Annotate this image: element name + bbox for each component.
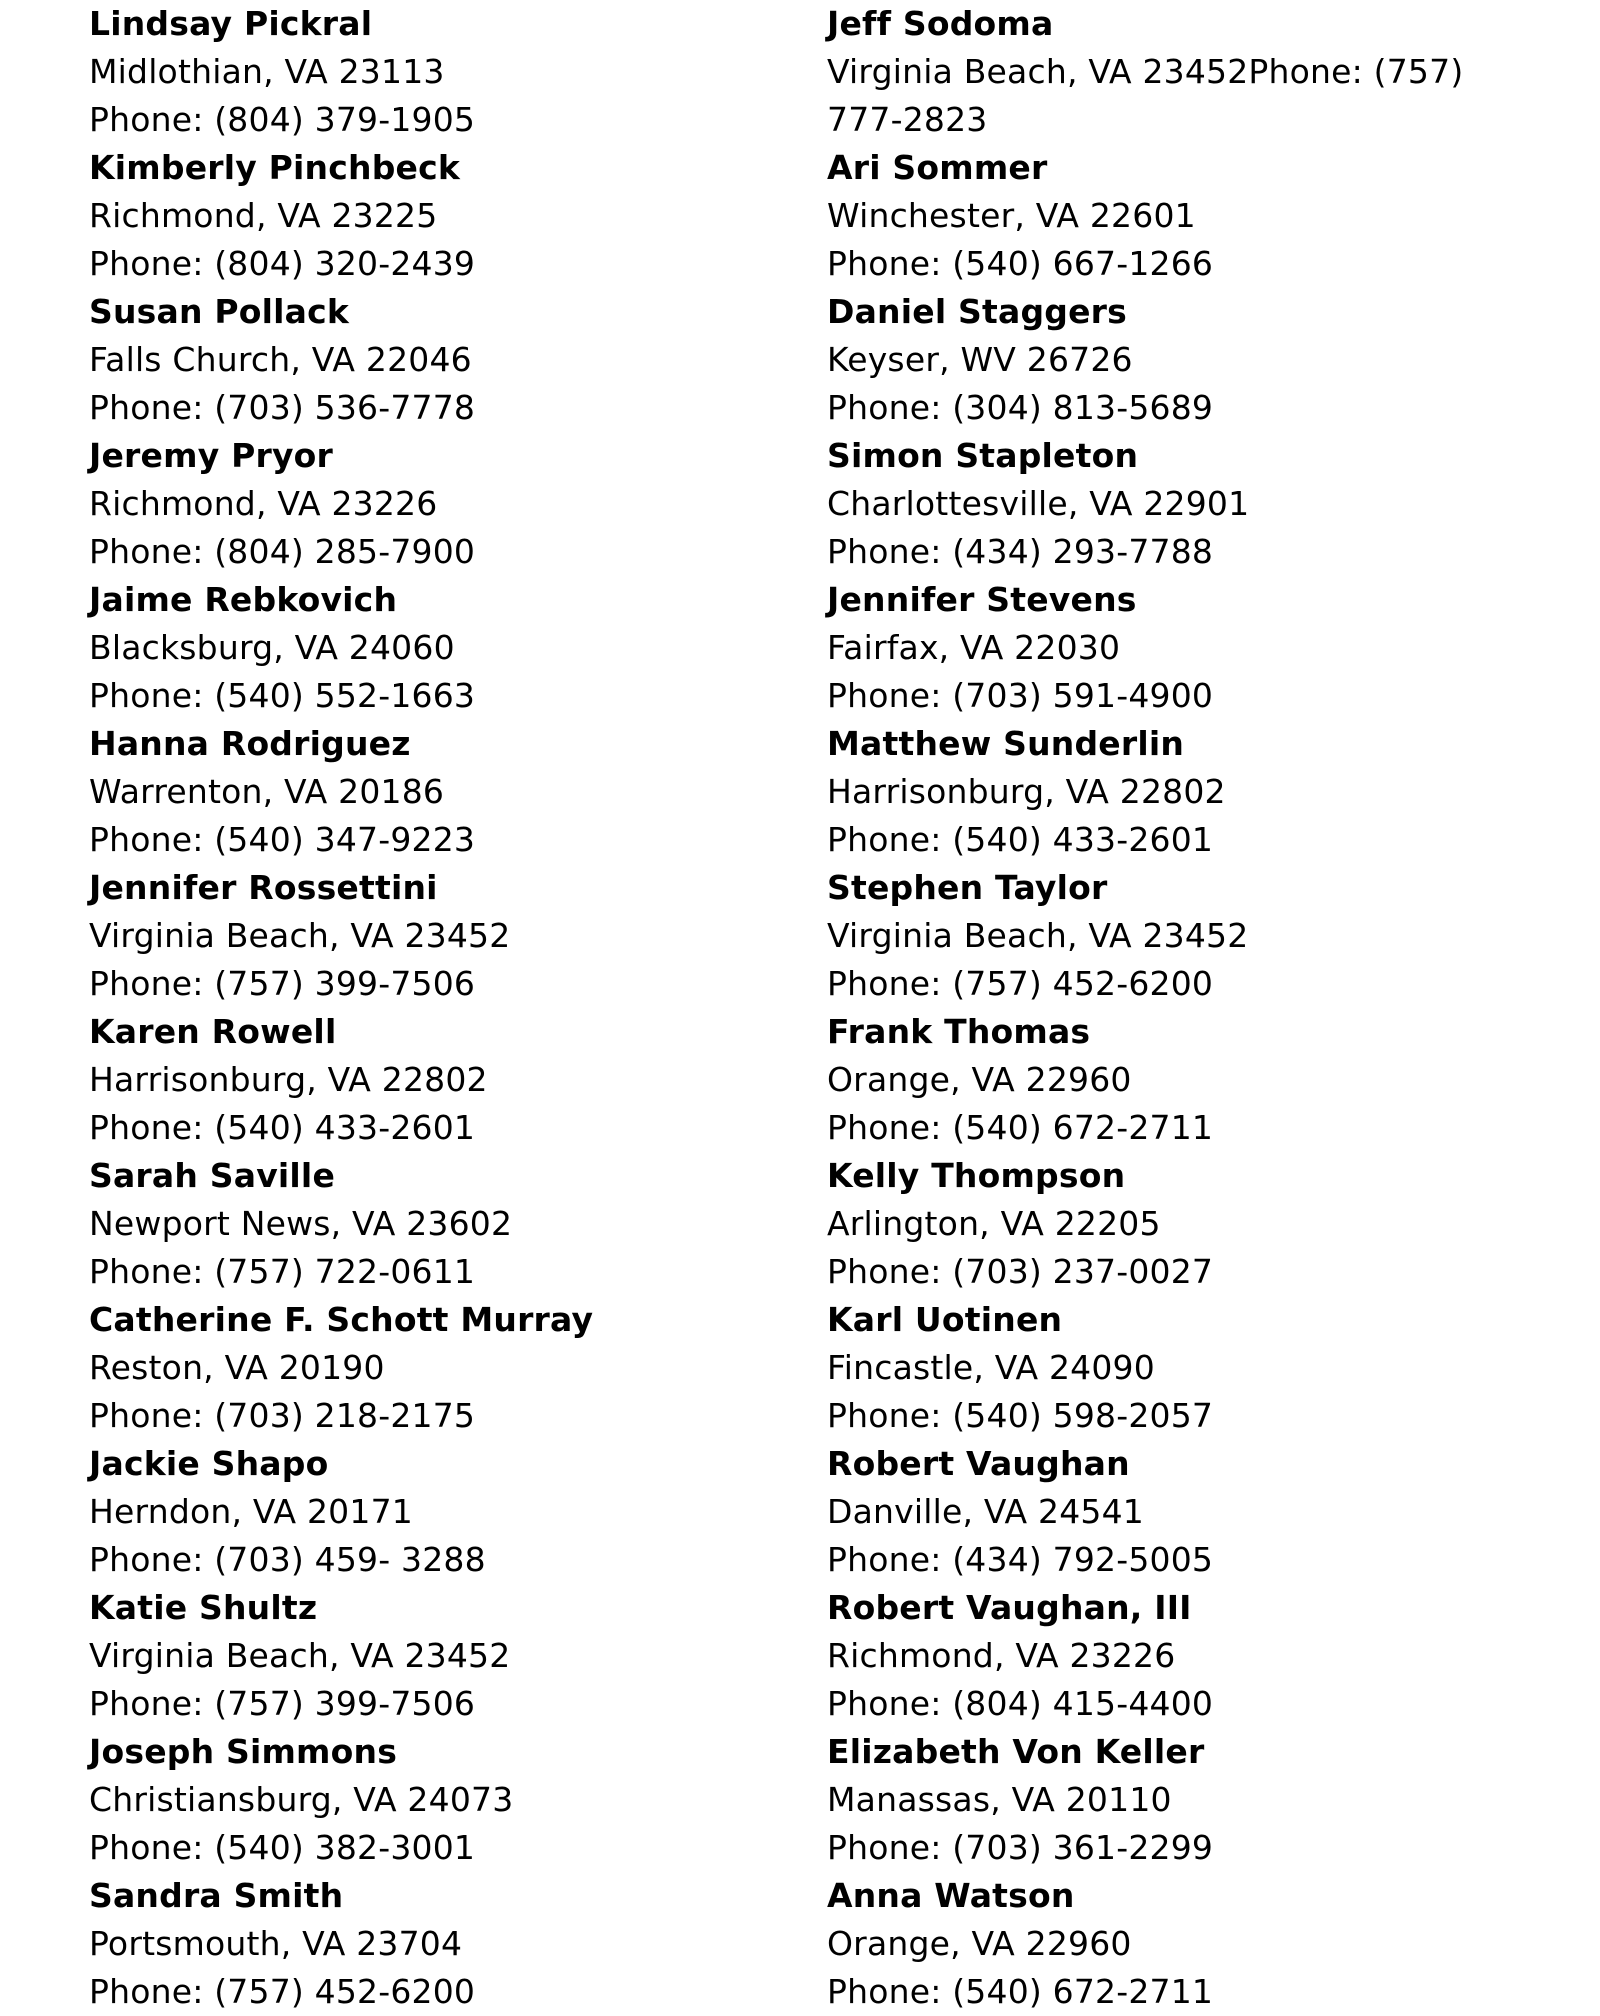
directory-entry (89, 0, 789, 144)
directory-entry (827, 1584, 1567, 1728)
entry-address: Virginia Beach, VA 23452Phone: (757) (827, 52, 1464, 91)
entry-name: Katie Shultz (89, 1588, 318, 1627)
entry-phone: Phone: (434) 293-7788 (827, 532, 1214, 571)
entry-phone: Phone: (540) 347-9223 (89, 820, 476, 859)
entry-name: Simon Stapleton (827, 436, 1139, 475)
entry-phone: Phone: (540) 433-2601 (827, 820, 1214, 859)
entry-name: Frank Thomas (827, 1012, 1091, 1051)
entry-address: Fairfax, VA 22030 (827, 628, 1121, 667)
directory-entry (827, 0, 1567, 144)
directory-entry (89, 864, 789, 1008)
entry-name: Robert Vaughan, III (827, 1588, 1192, 1627)
directory-entry (827, 1296, 1567, 1440)
entry-address: Portsmouth, VA 23704 (89, 1924, 463, 1963)
entry-address: Danville, VA 24541 (827, 1492, 1144, 1531)
entry-phone: Phone: (804) 415-4400 (827, 1684, 1214, 1723)
directory-entry (827, 288, 1567, 432)
entry-address: Orange, VA 22960 (827, 1060, 1132, 1099)
entry-phone: Phone: (804) 320-2439 (89, 244, 476, 283)
entry-name: Sandra Smith (89, 1876, 344, 1915)
entry-name: Catherine F. Schott Murray (89, 1300, 594, 1339)
entry-name: Jeff Sodoma (827, 4, 1054, 43)
entry-address: Fincastle, VA 24090 (827, 1348, 1155, 1387)
directory-entry (89, 576, 789, 720)
entry-phone: Phone: (540) 672-2711 (827, 1108, 1214, 1147)
directory-entry (827, 576, 1567, 720)
entry-address: Blacksburg, VA 24060 (89, 628, 455, 667)
directory-entry (89, 432, 789, 576)
directory-entry (827, 864, 1567, 1008)
entry-name: Anna Watson (827, 1876, 1075, 1915)
entry-phone: Phone: (540) 667-1266 (827, 244, 1214, 283)
directory-entry (89, 720, 789, 864)
entry-phone: Phone: (703) 591-4900 (827, 676, 1214, 715)
directory-entry (827, 1728, 1567, 1872)
entry-name: Daniel Staggers (827, 292, 1127, 331)
entry-address: Virginia Beach, VA 23452 (89, 1636, 511, 1675)
entry-name: Sarah Saville (89, 1156, 336, 1195)
entry-phone: Phone: (540) 382-3001 (89, 1828, 476, 1867)
directory-entry (827, 1872, 1567, 2016)
directory-entry (827, 432, 1567, 576)
entry-phone: Phone: (804) 379-1905 (89, 100, 476, 139)
entry-phone: Phone: (757) 399-7506 (89, 1684, 476, 1723)
entry-name: Lindsay Pickral (89, 4, 373, 43)
entry-phone: Phone: (757) 722-0611 (89, 1252, 476, 1291)
entry-address: Richmond, VA 23226 (827, 1636, 1176, 1675)
entry-phone: Phone: (703) 237-0027 (827, 1252, 1214, 1291)
entry-address: Falls Church, VA 22046 (89, 340, 472, 379)
entry-name: Jackie Shapo (89, 1444, 329, 1483)
directory-entry (89, 1584, 789, 1728)
entry-name: Jennifer Rossettini (89, 868, 438, 907)
entry-address: Arlington, VA 22205 (827, 1204, 1161, 1243)
entry-address: Reston, VA 20190 (89, 1348, 385, 1387)
entry-phone: Phone: (540) 672-2711 (827, 1972, 1214, 2011)
entry-name: Joseph Simmons (89, 1732, 398, 1771)
entry-phone: Phone: (434) 792-5005 (827, 1540, 1214, 1579)
entry-name: Jennifer Stevens (827, 580, 1137, 619)
entry-name: Jaime Rebkovich (89, 580, 398, 619)
entry-address: Newport News, VA 23602 (89, 1204, 513, 1243)
entry-phone: Phone: (703) 218-2175 (89, 1396, 476, 1435)
entry-name: Karen Rowell (89, 1012, 337, 1051)
entry-phone: Phone: (540) 433-2601 (89, 1108, 476, 1147)
directory-entry (89, 1008, 789, 1152)
entry-name: Kelly Thompson (827, 1156, 1126, 1195)
entry-address: Harrisonburg, VA 22802 (827, 772, 1226, 811)
directory-entry (89, 1296, 789, 1440)
entry-phone: Phone: (703) 361-2299 (827, 1828, 1214, 1867)
entry-phone: Phone: (757) 452-6200 (827, 964, 1214, 1003)
entry-phone: Phone: (757) 452-6200 (89, 1972, 476, 2011)
entry-name: Ari Sommer (827, 148, 1048, 187)
entry-name: Hanna Rodriguez (89, 724, 411, 763)
entry-phone: Phone: (540) 552-1663 (89, 676, 476, 715)
entry-name: Jeremy Pryor (89, 436, 334, 475)
entry-address: Harrisonburg, VA 22802 (89, 1060, 488, 1099)
entry-address: Richmond, VA 23226 (89, 484, 438, 523)
entry-address: Richmond, VA 23225 (89, 196, 438, 235)
entry-address: Virginia Beach, VA 23452 (827, 916, 1249, 955)
entry-phone: Phone: (703) 459- 3288 (89, 1540, 486, 1579)
entry-phone: Phone: (703) 536-7778 (89, 388, 476, 427)
directory-entry (89, 288, 789, 432)
directory-entry (89, 1872, 789, 2016)
entry-name: Elizabeth Von Keller (827, 1732, 1205, 1771)
entry-address: Herndon, VA 20171 (89, 1492, 413, 1531)
entry-address: Manassas, VA 20110 (827, 1780, 1172, 1819)
entry-address: Virginia Beach, VA 23452 (89, 916, 511, 955)
entry-name: Kimberly Pinchbeck (89, 148, 461, 187)
directory-entry (827, 144, 1567, 288)
entry-phone: Phone: (757) 399-7506 (89, 964, 476, 1003)
entry-name: Stephen Taylor (827, 868, 1108, 907)
entry-phone: Phone: (540) 598-2057 (827, 1396, 1214, 1435)
directory-entry (89, 144, 789, 288)
directory-entry (89, 1728, 789, 1872)
directory-entry (827, 720, 1567, 864)
entry-address: Keyser, WV 26726 (827, 340, 1133, 379)
left-column (89, 0, 789, 2016)
entry-address: Orange, VA 22960 (827, 1924, 1132, 1963)
entry-name: Matthew Sunderlin (827, 724, 1185, 763)
entry-phone: Phone: (304) 813-5689 (827, 388, 1214, 427)
entry-address: Winchester, VA 22601 (827, 196, 1196, 235)
directory-entry (827, 1440, 1567, 1584)
entry-phone: Phone: (804) 285-7900 (89, 532, 476, 571)
entry-address: Midlothian, VA 23113 (89, 52, 445, 91)
entry-address: Charlottesville, VA 22901 (827, 484, 1250, 523)
entry-name: Karl Uotinen (827, 1300, 1063, 1339)
entry-phone: 777-2823 (827, 100, 988, 139)
entry-name: Susan Pollack (89, 292, 350, 331)
right-column (827, 0, 1567, 2016)
entry-address: Warrenton, VA 20186 (89, 772, 445, 811)
directory-entry (89, 1440, 789, 1584)
entry-address: Christiansburg, VA 24073 (89, 1780, 514, 1819)
entry-name: Robert Vaughan (827, 1444, 1130, 1483)
directory-entry (827, 1008, 1567, 1152)
directory-entry (89, 1152, 789, 1296)
directory-entry (827, 1152, 1567, 1296)
